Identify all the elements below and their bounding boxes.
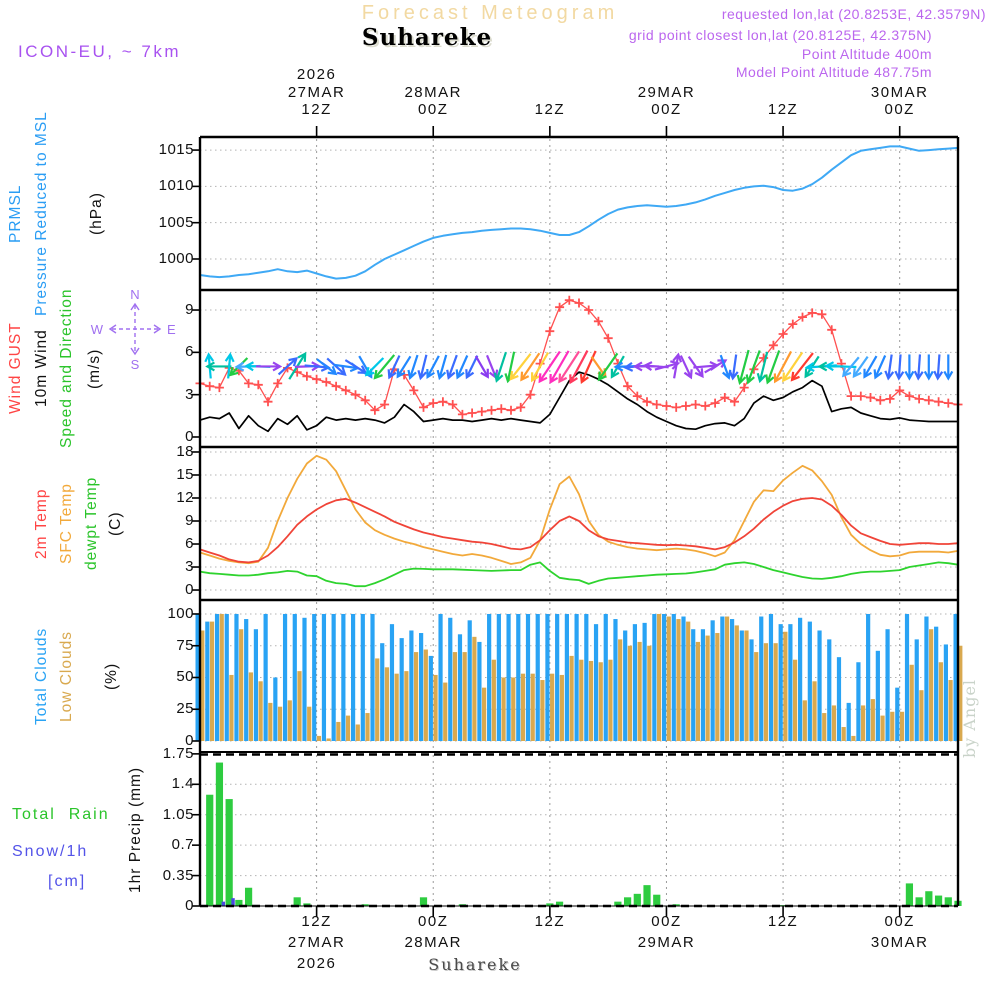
wind-arrow (914, 354, 924, 378)
temp-ytick-label: 15 (176, 465, 194, 483)
temp-ytick-label: 3 (185, 558, 194, 576)
temp-ytick-label: 0 (185, 581, 194, 599)
wind-arrow (895, 354, 905, 378)
bottom-date-label: 2026 (296, 955, 337, 972)
wind-arrow (905, 354, 913, 378)
page-title: Forecast Meteogram (361, 2, 619, 24)
bottom-date-label: 00Z (884, 913, 915, 930)
bottom-date-label: 12Z (301, 913, 332, 930)
pressure-axis-label: Pressure Reduced to MSL (33, 111, 50, 316)
clouds-axis-label: (%) (103, 662, 120, 691)
top-date-label: 28MAR (404, 83, 462, 101)
wind-arrow (944, 354, 952, 378)
wind-arrow (207, 362, 231, 370)
clouds-ytick-label: 75 (176, 636, 194, 654)
compass-west: W (90, 322, 103, 337)
top-date-label: 30MAR (870, 83, 929, 101)
temp-sfc-curve (200, 456, 958, 564)
top-date-label: 00Z (884, 101, 915, 118)
bottom-date-label: 00Z (418, 913, 449, 930)
station-title: Suhareke (361, 24, 493, 51)
precip-legend-label: [cm] (48, 873, 87, 890)
wind-arrow (356, 354, 375, 379)
top-date-label: 12Z (301, 101, 332, 118)
bottom-date-label: 12Z (534, 913, 566, 930)
bottom-date-label: 28MAR (404, 934, 462, 951)
pressure-ytick-label: 1000 (158, 249, 194, 267)
wind-arrow (717, 354, 733, 379)
top-date-label: 00Z (418, 101, 449, 118)
point-altitude: Point Altitude 400m (801, 46, 932, 62)
precip-legend-label: Snow/1h (12, 843, 89, 860)
precip-axis-label: 1hr Precip (mm) (127, 766, 144, 893)
gust-plus-markers (196, 296, 963, 419)
temp-2m-curve (200, 498, 958, 562)
wind-arrow (884, 354, 895, 379)
precip-legend-label: Total Rain (12, 806, 110, 823)
model-name: ICON-EU, ~ 7km (18, 42, 181, 61)
gust-curve (200, 300, 958, 414)
precip-ytick-label: 0.35 (162, 866, 194, 884)
top-date-label: 00Z (651, 101, 682, 118)
temp-ytick-label: 9 (185, 512, 194, 529)
top-date-label: 12Z (767, 101, 799, 118)
clouds-ytick-label: 100 (167, 604, 194, 622)
temp-ytick-label: 12 (176, 489, 194, 506)
wind-ytick-label: 3 (185, 385, 194, 403)
pressure-ytick-label: 1010 (158, 177, 194, 195)
pressure-curve (200, 146, 958, 278)
grid-point-coords: grid point closest lon,lat (20.8125E, 42.375N) (628, 27, 932, 43)
pressure-axis-label: (hPa) (88, 192, 105, 235)
wind-axis-label: 10m Wind (33, 329, 50, 408)
precip-ytick-label: 1.05 (162, 805, 194, 823)
compass-east: E (167, 322, 176, 337)
temp-axis-label: SFC Temp (58, 483, 75, 564)
clouds-axis-label: Total Clouds (33, 627, 50, 726)
wind-axis-label: (m/s) (86, 348, 103, 389)
wind-axis-label: Wind GUST (7, 322, 24, 415)
pressure-axis-label: PRMSL (7, 184, 24, 243)
precip-ytick-label: 1.4 (171, 775, 194, 793)
temp-axis-label: dewpt Temp (83, 476, 100, 571)
clouds-axis-label: Low Clouds (58, 631, 75, 722)
precip-ytick-label: 0 (185, 897, 194, 914)
wind-ytick-label: 9 (185, 301, 194, 319)
bottom-date-label: 29MAR (637, 934, 696, 951)
requested-coords: requested lon,lat (20.8253E, 42.3579N) (721, 6, 986, 22)
compass-north: N (130, 287, 140, 302)
wind-ytick-label: 0 (185, 427, 194, 445)
top-date-label: 12Z (534, 101, 566, 118)
wind-ytick-label: 6 (185, 343, 194, 361)
pressure-ytick-label: 1005 (158, 213, 194, 231)
temp-axis-label: 2m Temp (33, 488, 50, 559)
temp-dewpoint-curve (200, 562, 958, 586)
bottom-date-label: 27MAR (287, 934, 346, 951)
temp-ytick-label: 6 (185, 535, 194, 552)
temp-ytick-label: 18 (176, 442, 194, 460)
top-date-label: 29MAR (637, 83, 696, 101)
wind-arrow (934, 354, 944, 378)
rain-bars (206, 763, 961, 906)
temp-axis-label: (C) (107, 511, 124, 536)
wind10m-curve (200, 372, 958, 431)
bottom-date-label: 12Z (767, 913, 799, 930)
bottom-date-label: 00Z (651, 913, 682, 930)
clouds-ytick-label: 25 (176, 700, 194, 718)
model-point-altitude: Model Point Altitude 487.75m (735, 64, 932, 80)
precip-ytick-label: 0.7 (171, 836, 194, 854)
precip-ytick-label: 1.75 (162, 744, 194, 762)
wind-arrow (256, 362, 280, 370)
top-date-label: 27MAR (287, 83, 346, 101)
footer-station: Suhareke (428, 955, 522, 974)
wind-axis-label: Speed and Direction (58, 288, 75, 449)
top-date-label: 2026 (296, 66, 337, 83)
credit-watermark: by Angel (960, 678, 979, 758)
clouds-ytick-label: 50 (176, 668, 194, 686)
wind-arrow (925, 354, 933, 378)
clouds-ytick-label: 0 (185, 731, 194, 749)
pressure-ytick-label: 1015 (158, 141, 194, 159)
bottom-date-label: 30MAR (870, 934, 929, 951)
compass-south: S (130, 357, 140, 372)
wind-arrow (670, 354, 682, 379)
